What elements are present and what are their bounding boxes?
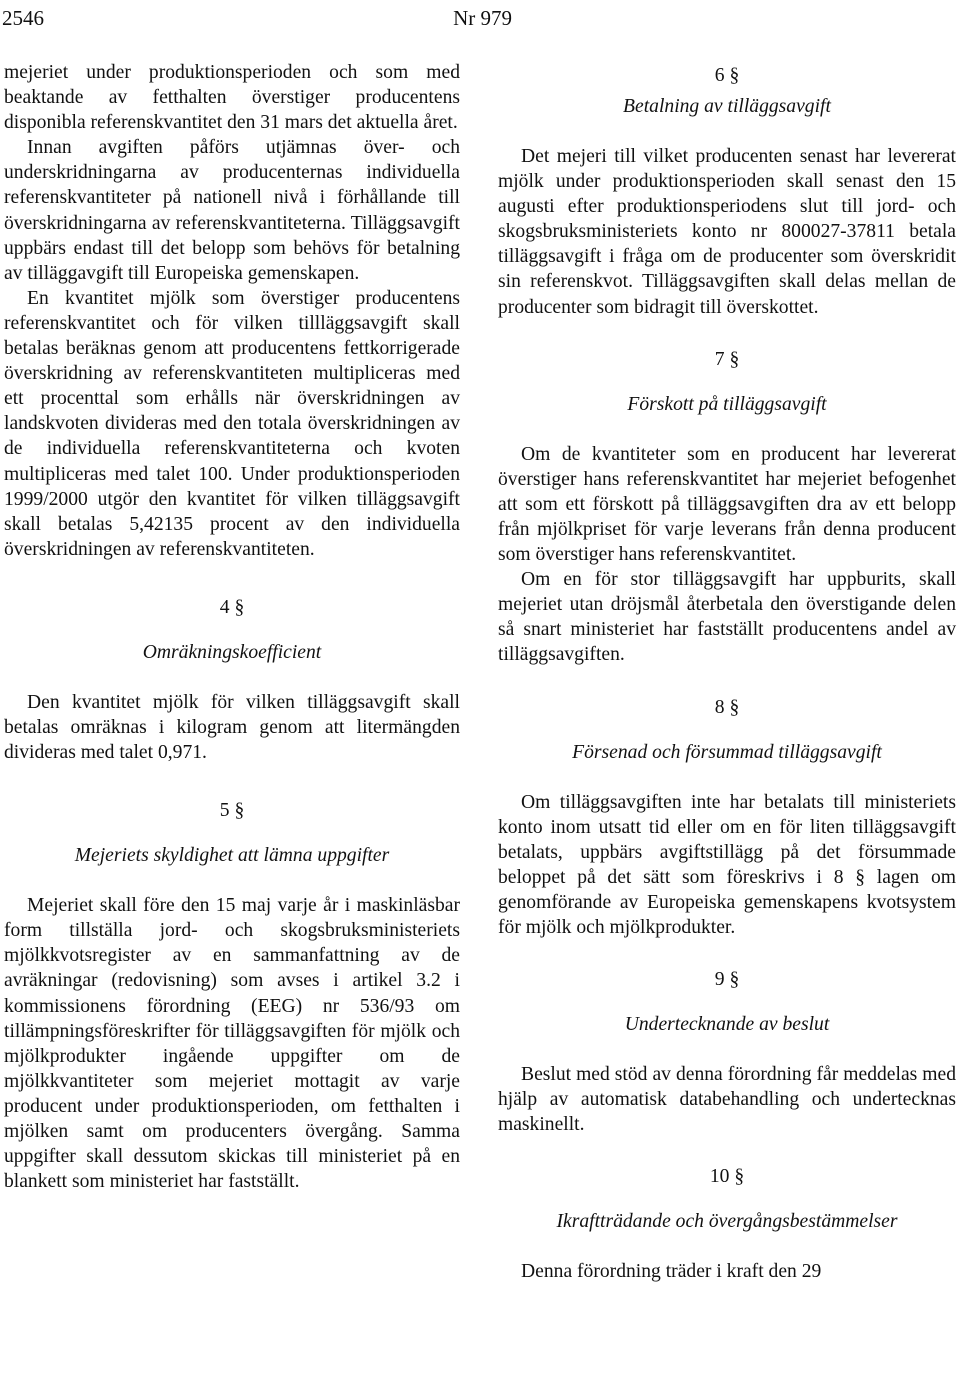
- body-paragraph: Den kvantitet mjölk för vilken tilläggsavgift skall betalas omräknas i kilogram genom att litermängden divideras med talet 0,971.: [4, 691, 460, 764]
- body-paragraph: mejeriet under produktionsperioden och som med beaktande av fetthalten överstiger producentens disponibla referenskvantitet den 31 mars det aktuella året.: [4, 62, 460, 134]
- section-title: Mejeriets skyldighet att lämna uppgifter: [74, 845, 390, 867]
- spacer: [498, 1193, 956, 1207]
- spacer: [498, 996, 956, 1010]
- section-title: Omräkningskoefficient: [142, 641, 322, 663]
- spacer: [498, 940, 956, 964]
- section-number: 7 §: [714, 348, 740, 370]
- page-header: [0, 4, 518, 32]
- spacer: [4, 765, 460, 795]
- spacer: [498, 1137, 956, 1161]
- body-paragraph: Det mejeri till vilket producenten senast har levererat mjölk under produktionsperioden skall senast den 15 augusti efter produktionsperiodens slut till jord- och skogsbruksministeriets konto nr 800027-37811 betala tilläggsavgift i fråga om de producenter som överskridit sin referenskvot. Tilläggsavgiften skall delas mellan de producenter som bidragit till överskottet.: [498, 146, 956, 318]
- body-paragraph: Innan avgiften påförs utjämnas över- och underskridningarna av producenternas individuella referenskvantiteter på nationell nivå i förhållande till överskridningarna av referenskvantiteterna. Tilläggsavgift uppbärs endast till det belopp som behövs för betalning av tilläggavgift till Europeiska gemenskapen.: [4, 137, 460, 284]
- section-title: Förskott på tilläggsavgift: [627, 393, 827, 415]
- section-title: Försenad och försummad tilläggsavgift: [572, 741, 882, 763]
- section-number: 9 §: [714, 969, 740, 991]
- right-column: [498, 60, 956, 1284]
- section-number: 8 §: [714, 696, 740, 718]
- law-number: Nr 979: [453, 6, 512, 30]
- section-title: Ikraftträdande och övergångsbestämmelser: [556, 1211, 898, 1233]
- spacer: [498, 724, 956, 738]
- spacer: [498, 376, 956, 390]
- section-title: Betalning av tilläggsavgift: [623, 96, 831, 117]
- section-number: 4 §: [219, 596, 245, 618]
- spacer: [4, 624, 460, 638]
- left-column: [4, 60, 460, 1194]
- page-number: 2546: [2, 6, 44, 30]
- body-paragraph: Om de kvantiteter som en producent har levererat överstiger hans referenskvantitet har mejeriet befogenhet att som ett förskott på tilläggsavgiften dra av ett belopp från mjölkpriset för varje leverans från denna producent som överstiger hans referenskvantitet.: [498, 443, 956, 566]
- spacer: [498, 320, 956, 344]
- body-paragraph: Om tilläggsavgiften inte har betalats till ministeriets konto inom utsatt tid eller om en för liten tilläggsavgift betalats, uppbärs avgiftstillägg på det försummade beloppet på det sätt som föreskrivs i 8 § lagen om genomförande av Europeiska gemenskapens kvotsystem för mjölk och mjölkprodukter.: [498, 791, 956, 938]
- body-paragraph: Denna förordning träder i kraft den 29: [521, 1261, 822, 1283]
- body-paragraph: Beslut med stöd av denna förordning får meddelas med hjälp av automatisk databehandling och undertecknas maskinellt.: [498, 1064, 956, 1136]
- section-number: 5 §: [219, 800, 245, 822]
- section-title: Undertecknande av beslut: [624, 1014, 830, 1036]
- body-paragraph: Mejeriet skall före den 15 maj varje år i maskinläsbar form tillställa jord- och skogsbruksministeriets mjölkkvotsregister av en sammanfattning av de avräkningar (redovisning) som avses i artikel 3.2 i kommissionens förordning (EEG) nr 536/93 om tillämpningsföreskrifter för tilläggsavgiften för mjölk och mjölkprodukter ingående uppgifter om de mjölkkvantiteter som mejeriet mottagit av varje producent under produktionsperioden, om fetthalten i mjölken samt om producenters övergång. Samma uppgifter skall dessutom skickas till ministeriet på en blankett som ministeriet har fastställt.: [4, 895, 460, 1193]
- section-number: 6 §: [714, 65, 740, 86]
- spacer: [498, 668, 956, 692]
- body-paragraph: Om en för stor tilläggsavgift har uppburits, skall mejeriet utan dröjsmål återbetala den överstigande delen så snart ministeriet har fastställt producentens andel av tilläggsavgiften.: [498, 569, 956, 666]
- spacer: [4, 562, 460, 592]
- section-number: 10 §: [709, 1166, 745, 1188]
- body-paragraph: En kvantitet mjölk som överstiger producentens referenskvantitet och för vilken tillläggsavgift skall betalas beräknas genom att producentens fettkorrigerade överskridning av referenskvantiteten multipliceras med ett procenttal som erhålls när överskridningen av landskvoten divideras med den totala överskridningen av de individuella referenskvantiteterna och kvoten multipliceras med talet 100. Under produktionsperioden 1999/2000 utgör den kvantitet för vilken tilläggsavgift skall betalas 5,42135 procent av den individuella överskridningen av referenskvantiteten.: [4, 287, 460, 560]
- spacer: [4, 827, 460, 841]
